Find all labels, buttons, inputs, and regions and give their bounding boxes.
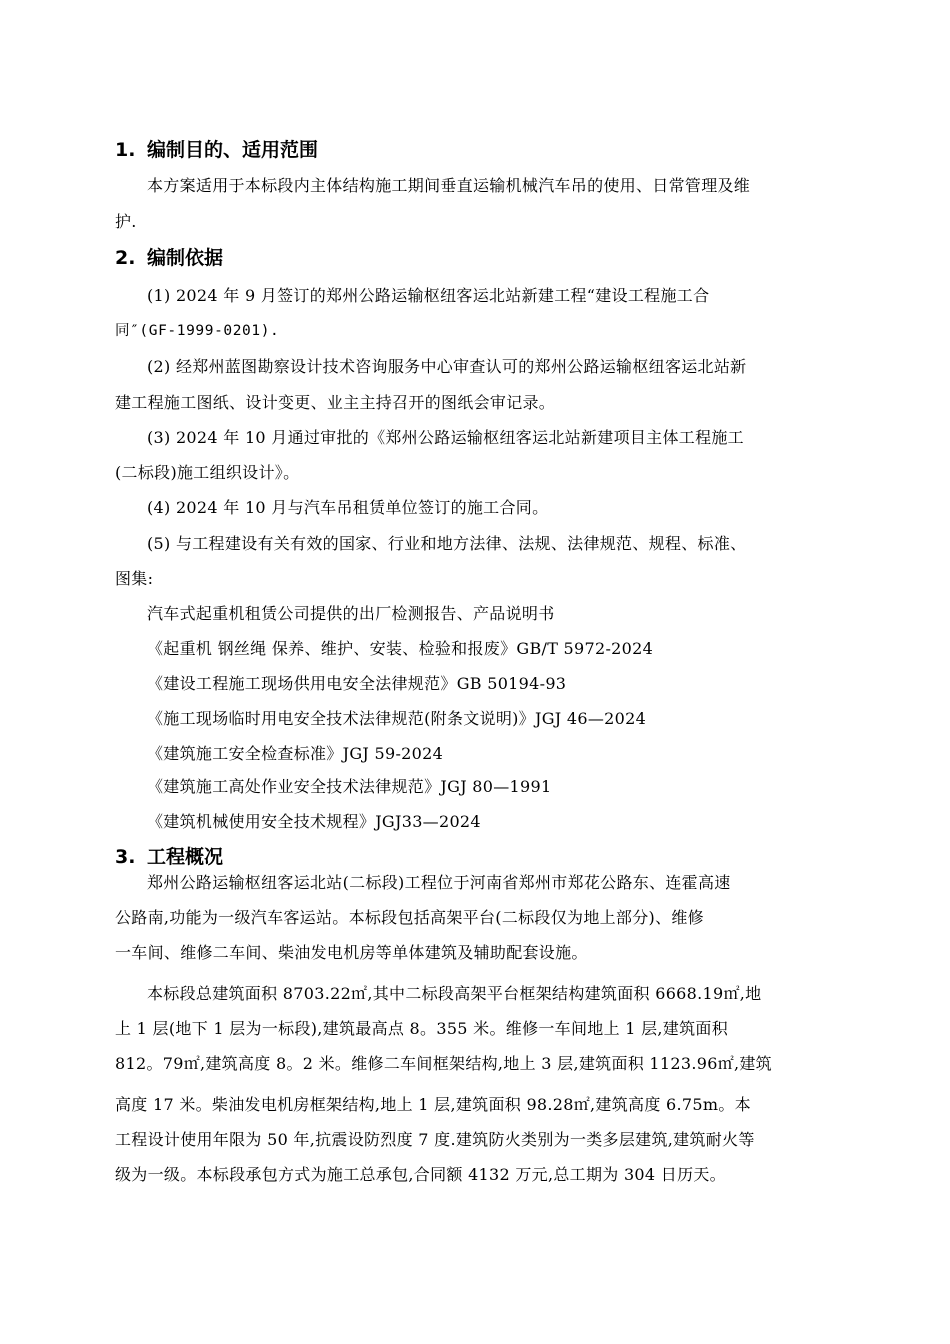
section-3-line-7: 高度 17 米。柴油发电机房框架结构,地上 1 层,建筑面积 98.28㎡,建筑高度 6.75m。本 <box>115 1095 751 1114</box>
section-2-title: 编制依据 <box>147 247 224 269</box>
section-2-line-1: (1) 2024 年 9 月签订的郑州公路运输枢纽客运北站新建工程“建设工程施工合 <box>147 286 710 305</box>
section-3-title: 工程概况 <box>147 846 224 868</box>
section-3-line-8: 工程设计使用年限为 50 年,抗震设防烈度 7 度.建筑防火类别为一类多层建筑,建筑耐火等 <box>115 1130 755 1149</box>
reference-item: 《建筑施工安全检查标准》JGJ 59-2024 <box>147 744 444 763</box>
section-3-line-4: 本标段总建筑面积 8703.22㎡,其中二标段高架平台框架结构建筑面积 6668.19㎡,地 <box>147 984 762 1003</box>
section-3-line-3: 一车间、维修二车间、柴油发电机房等单体建筑及辅助配套设施。 <box>115 943 588 962</box>
reference-item: 《起重机 钢丝绳 保养、维护、安装、检验和报废》GB/T 5972-2024 <box>147 639 654 658</box>
section-2-line-8: (5) 与工程建设有关有效的国家、行业和地方法律、法规、法律规范、规程、标准、 <box>147 534 747 553</box>
section-2-line-3: (2) 经郑州蓝图勘察设计技术咨询服务中心审查认可的郑州公路运输枢纽客运北站新 <box>147 357 747 376</box>
section-1-title: 编制目的、适用范围 <box>147 139 319 161</box>
section-3-line-6: 812。79㎡,建筑高度 8。2 米。维修二车间框架结构,地上 3 层,建筑面积 1123.96㎡,建筑 <box>115 1054 772 1073</box>
section-1-number: 1. <box>115 139 136 161</box>
section-3-line-5: 上 1 层(地下 1 层为一标段),建筑最高点 8。355 米。维修一车间地上 1 层,建筑面积 <box>115 1019 729 1038</box>
reference-item: 《建设工程施工现场供用电安全法律规范》GB 50194-93 <box>147 674 567 693</box>
section-2-line-7: (4) 2024 年 10 月与汽车吊租赁单位签订的施工合同。 <box>147 498 549 517</box>
reference-item: 《建筑机械使用安全技术规程》JGJ33—2024 <box>147 812 481 831</box>
section-1-line-1: 本方案适用于本标段内主体结构施工期间垂直运输机械汽车吊的使用、日常管理及维 <box>147 176 751 195</box>
section-3-line-2: 公路南,功能为一级汽车客运站。本标段包括高架平台(二标段仅为地上部分)、维修 <box>115 908 704 927</box>
section-3-number: 3. <box>115 846 136 868</box>
section-2-line-6: (二标段)施工组织设计》。 <box>115 463 300 482</box>
section-2-number: 2. <box>115 247 136 269</box>
section-3-heading <box>115 845 223 869</box>
section-3-line-9: 级为一级。本标段承包方式为施工总承包,合同额 4132 万元,总工期为 304 日历天。 <box>115 1165 726 1184</box>
section-2-line-5: (3) 2024 年 10 月通过审批的《郑州公路运输枢纽客运北站新建项目主体工程施工 <box>147 428 744 447</box>
section-3-line-1: 郑州公路运输枢纽客运北站(二标段)工程位于河南省郑州市郑花公路东、连霍高速 <box>147 873 731 892</box>
reference-item: 《建筑施工高处作业安全技术法律规范》JGJ 80—1991 <box>147 777 552 796</box>
section-2-line-4: 建工程施工图纸、设计变更、业主主持召开的图纸会审记录。 <box>115 393 556 412</box>
reference-item: 汽车式起重机租赁公司提供的出厂检测报告、产品说明书 <box>147 604 555 623</box>
section-1-heading <box>115 138 318 162</box>
section-2-line-2: 同″(GF-1999-0201). <box>115 323 280 339</box>
section-1-line-2: 护. <box>115 212 137 231</box>
section-2-heading <box>115 246 223 270</box>
reference-item: 《施工现场临时用电安全技术法律规范(附条文说明)》JGJ 46—2024 <box>147 709 647 728</box>
section-2-line-9: 图集: <box>115 569 154 588</box>
